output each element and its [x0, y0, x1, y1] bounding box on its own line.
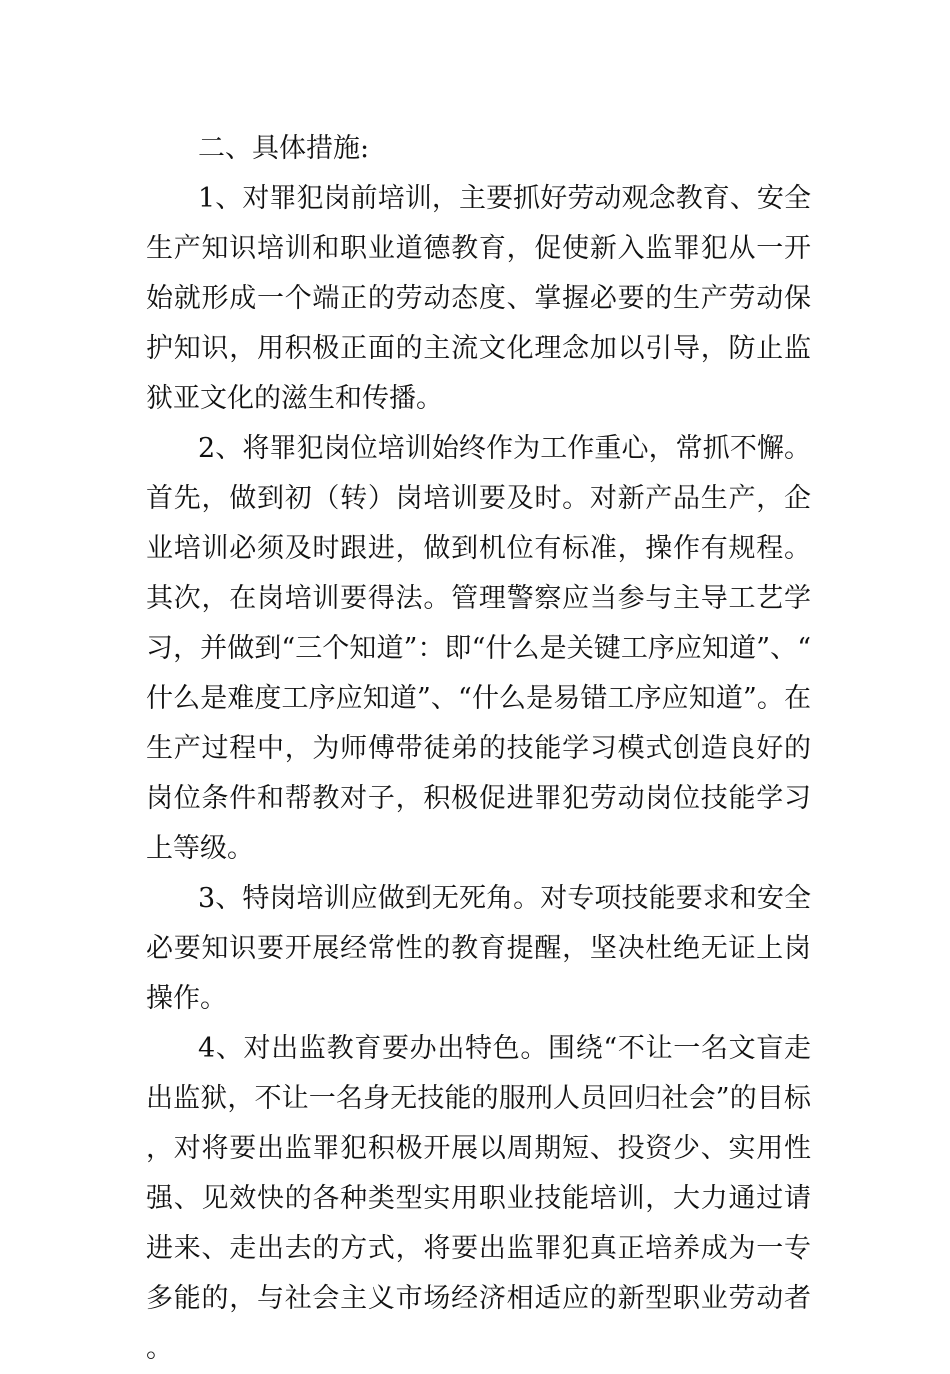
- section-heading: 二、具体措施:: [198, 133, 370, 164]
- document-body: [146, 124, 811, 1374]
- paragraph-4: 4、对出监教育要办出特色。围绕“不让一名文盲走出监狱，不让一名身无技能的服刑人员回归社会”的目标，对将要出监罪犯积极开展以周期短、投资少、实用性强、见效快的各种类型实用职业技能培训，大力通过请进来、走出去的方式，将要出监罪犯真正培养成为一专多能的，与社会主义市场经济相适应的新型职业劳动者。: [146, 1033, 811, 1364]
- paragraph-2: 2、将罪犯岗位培训始终作为工作重心，常抓不懈。首先，做到初（转）岗培训要及时。对新产品生产，企业培训必须及时跟进，做到机位有标准，操作有规程。其次，在岗培训要得法。管理警察应当参与主导工艺学习，并做到“三个知道”：即“什么是关键工序应知道”、“什么是难度工序应知道”、“什么是易错工序应知道”。在生产过程中，为师傅带徒弟的技能学习模式创造良好的岗位条件和帮教对子，积极促进罪犯劳动岗位技能学习上等级。: [146, 433, 811, 864]
- paragraph-1: 1、对罪犯岗前培训，主要抓好劳动观念教育、安全生产知识培训和职业道德教育，促使新入监罪犯从一开始就形成一个端正的劳动态度、掌握必要的生产劳动保护知识，用积极正面的主流文化理念加以引导，防止监狱亚文化的滋生和传播。: [146, 183, 811, 414]
- paragraph-3: 3、特岗培训应做到无死角。对专项技能要求和安全必要知识要开展经常性的教育提醒，坚决杜绝无证上岗操作。: [146, 883, 811, 1014]
